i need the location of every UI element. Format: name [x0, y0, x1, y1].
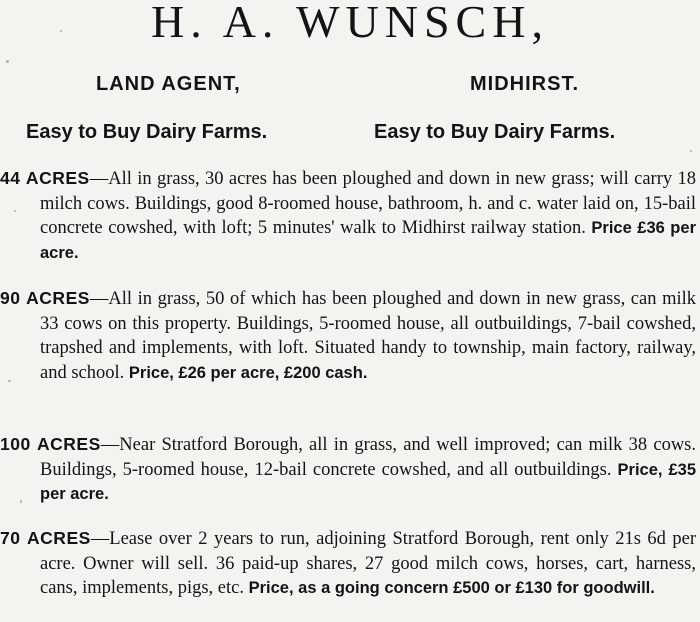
print-speck: [20, 500, 22, 503]
agent-name: H. A. WUNSCH,: [151, 0, 549, 47]
print-speck: [6, 60, 9, 63]
listing-acres: 70 ACRES: [0, 528, 91, 548]
listing-price: Price, £26 per acre, £200 cash.: [128, 363, 368, 382]
print-speck: [8, 380, 11, 382]
listing-description: —Near Stratford Borough, all in grass, and well improved; can milk 38 cows. Buildings, 5-roomed house, 12-bail concrete cowshed, and all outbuildings.: [40, 435, 696, 480]
listing-price: Price, £35 per acre.: [40, 460, 697, 503]
listing-item: [0, 432, 696, 507]
print-speck: [690, 150, 692, 152]
print-speck: [14, 210, 16, 212]
listing-price: Price, as a going concern £500 or £130 for goodwill.: [248, 579, 655, 597]
tagline-right: Easy to Buy Dairy Farms.: [374, 121, 616, 143]
listing-item: [0, 286, 696, 385]
listing-description: —All in grass, 50 of which has been ploughed and down in new grass, can milk 33 cows on this property. Buildings, 5-roomed house, all outbuildings, 7-bail cowshed, trapshed and implements, with loft. Situated handy to township, main factory, railway, and school.: [40, 289, 696, 383]
listing-description: —Lease over 2 years to run, adjoining Stratford Borough, rent only 21s 6d per acre. Owner will sell. 36 paid-up shares, 27 good milch cows, horses, cart, harness, cans, implements, pigs, etc.: [40, 529, 696, 598]
agent-location: MIDHIRST.: [470, 73, 579, 95]
listing-item: [0, 526, 696, 601]
tagline-left: Easy to Buy Dairy Farms.: [26, 121, 268, 143]
agent-role: LAND AGENT,: [96, 73, 241, 95]
listing-acres: 90 ACRES: [0, 288, 90, 308]
listing-acres: 44 ACRES: [0, 168, 90, 188]
listing-price: Price £36 per acre.: [40, 219, 696, 262]
print-speck: [60, 30, 62, 32]
listing-acres: 100 ACRES: [0, 434, 101, 454]
listing-description: —All in grass, 30 acres has been ploughed and down in new grass; will carry 18 milch cows. Buildings, good 8-roomed house, bathroom, h. and c. water laid on, 15-bail concrete cowshed, with loft; 5 minutes' walk to Midhirst railway station.: [40, 169, 697, 238]
listing-item: [0, 166, 696, 265]
